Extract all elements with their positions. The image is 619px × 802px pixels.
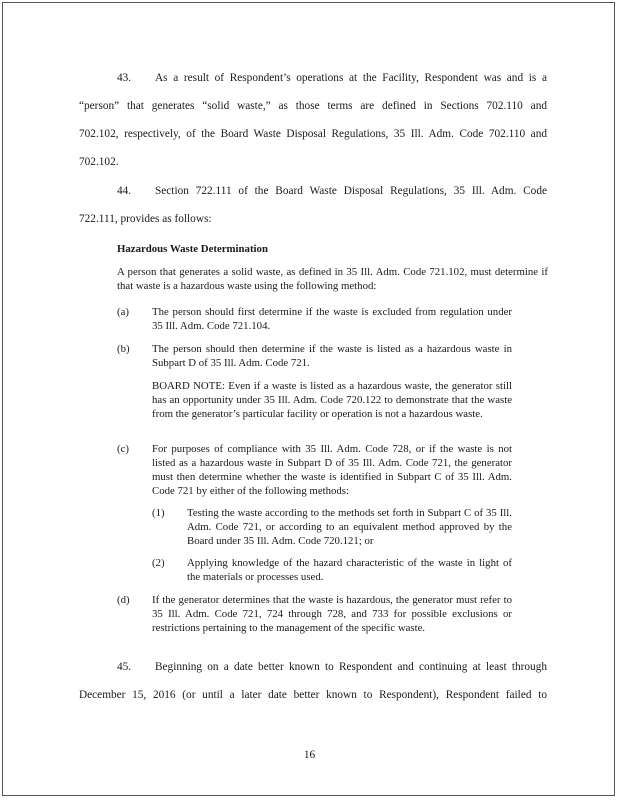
item-c2-label: (2): [152, 557, 165, 569]
para-43-line-1: As a result of Respondent’s operations at the Facility, Respondent was and is a: [155, 72, 547, 84]
para-45-line-2: December 15, 2016 (or until a later date better known to Respondent), Respondent failed to: [79, 689, 547, 701]
para-44-line-2: 722.111, provides as follows:: [79, 213, 212, 225]
item-c-text: For purposes of compliance with 35 Ill. Adm. Code 728, or if the waste is not listed as a hazardous waste in Subpart D of 35 Ill. Adm. Code 721, the generator must then determine whether the waste is identified in Subpart C of 35 Ill. Adm. Code 721 by either of the following methods:: [152, 443, 512, 497]
para-43-number: 43.: [117, 72, 132, 84]
board-note: BOARD NOTE: Even if a waste is listed as a hazardous waste, the generator still has an opportunity under 35 Ill. Adm. Code 720.122 to demonstrate that the waste from the generator’s particular facility or operation is not a hazardous waste.: [152, 380, 512, 420]
item-a-label: (a): [117, 306, 129, 318]
item-a-text: The person should first determine if the waste is excluded from regulation under 35 Ill. Adm. Code 721.104.: [152, 306, 512, 332]
para-43-line-3: 702.102, respectively, of the Board Waste Disposal Regulations, 35 Ill. Adm. Code 702.110 and: [79, 128, 547, 140]
quote-heading: Hazardous Waste Determination: [117, 243, 268, 255]
item-c1-text: Testing the waste according to the methods set forth in Subpart C of 35 Ill. Adm. Code 721, or according to an equivalent method approved by the Board under 35 Ill. Adm. Code 720.121; or: [187, 507, 512, 547]
item-c2-text: Applying knowledge of the hazard characteristic of the waste in light of the materials or processes used.: [187, 557, 512, 583]
item-d-text: If the generator determines that the waste is hazardous, the generator must refer to 35 Ill. Adm. Code 721, 724 through 728, and 733 for possible exclusions or restrictions pertaining to the management of the specific waste.: [152, 594, 512, 634]
item-d-label: (d): [117, 594, 130, 606]
quote-intro: A person that generates a solid waste, as defined in 35 Ill. Adm. Code 721.102, must determine if that waste is a hazardous waste using the following method:: [117, 266, 548, 292]
para-45-line-1: Beginning on a date better known to Respondent and continuing at least through: [155, 661, 547, 673]
para-43-line-4: 702.102.: [79, 156, 119, 168]
para-43-line-2: “person” that generates “solid waste,” as those terms are defined in Sections 702.110 and: [79, 100, 547, 112]
para-45-number: 45.: [117, 661, 132, 673]
para-44-number: 44.: [117, 185, 132, 197]
item-c-label: (c): [117, 443, 129, 455]
item-c1-label: (1): [152, 507, 165, 519]
para-44-line-1: Section 722.111 of the Board Waste Disposal Regulations, 35 Ill. Adm. Code: [155, 185, 547, 197]
item-b-label: (b): [117, 343, 130, 355]
item-b-text: The person should then determine if the waste is listed as a hazardous waste in Subpart D of 35 Ill. Adm. Code 721.: [152, 343, 512, 369]
page-number: 16: [303, 749, 316, 761]
document-page: [2, 2, 615, 796]
